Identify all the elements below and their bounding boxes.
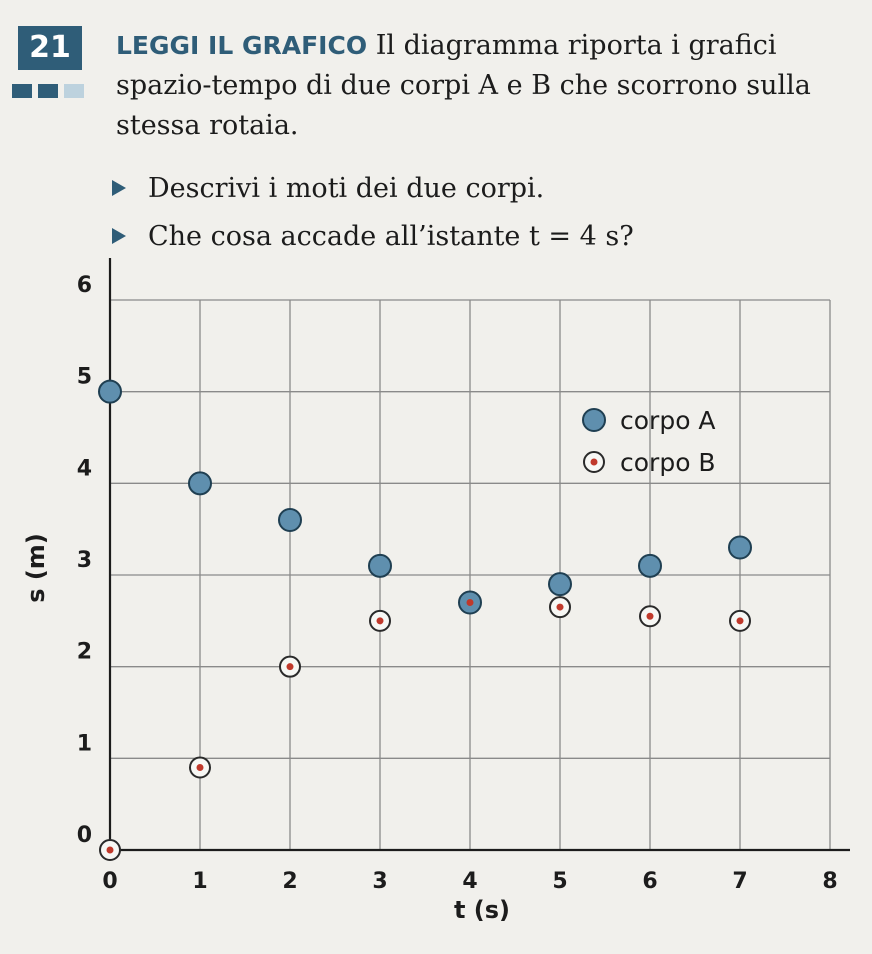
x-tick-label: 8 <box>822 869 838 894</box>
y-tick-label: 4 <box>76 456 92 482</box>
question-text: Descrivi i moti dei due corpi. <box>148 172 545 204</box>
corpo-a-point <box>369 555 391 577</box>
x-tick-label: 4 <box>462 869 478 894</box>
corpo-a-point <box>583 409 605 431</box>
corpo-a-point <box>549 573 571 595</box>
corpo-b-point <box>280 657 300 677</box>
corpo-b-point <box>370 611 390 631</box>
corpo-a-point <box>189 472 211 494</box>
corpo-b-center-dot <box>197 764 204 771</box>
corpo-a-point <box>729 537 751 559</box>
x-tick-label: 6 <box>642 869 658 894</box>
corpo-a-point <box>279 509 301 531</box>
corpo-b-point <box>730 611 750 631</box>
corpo-b-center-dot <box>467 599 474 606</box>
corpo-b-center-dot <box>737 617 744 624</box>
y-tick-label: 3 <box>76 548 92 573</box>
meeting-point <box>459 592 481 614</box>
corpo-b-center-dot <box>377 617 384 624</box>
x-axis-title: t (s) <box>453 896 511 924</box>
corpo-b-point <box>640 606 660 626</box>
corpo-b-point <box>100 840 120 860</box>
x-tick-label: 5 <box>552 869 568 894</box>
problem-keyword: LEGGI IL GRAFICO <box>116 31 368 60</box>
corpo-b-point <box>550 597 570 617</box>
corpo-b-center-dot <box>287 663 294 670</box>
corpo-a-point <box>639 555 661 577</box>
corpo-b-point <box>190 758 210 778</box>
y-axis-title: s (m) <box>22 533 50 603</box>
y-tick-label: 6 <box>76 273 92 298</box>
problem-number: 21 <box>18 26 82 70</box>
y-tick-label: 5 <box>76 364 92 390</box>
y-tick-label: 0 <box>76 823 92 848</box>
legend-label-corpo-a: corpo A <box>620 406 716 435</box>
corpo-b-center-dot <box>557 604 564 611</box>
problem-text: Il diagramma riporta i grafici spazio-tempo di due corpi A e B che scorrono sulla stessa rotaia. <box>116 30 811 141</box>
x-tick-label: 2 <box>282 869 298 894</box>
corpo-a-point <box>99 381 121 403</box>
x-tick-label: 0 <box>102 869 118 894</box>
corpo-b-point <box>584 452 604 472</box>
corpo-b-center-dot <box>107 847 114 854</box>
y-tick-label: 2 <box>76 639 92 665</box>
corpo-b-center-dot <box>591 459 598 466</box>
question-text: Che cosa accade all’istante t = 4 s? <box>148 220 634 252</box>
corpo-b-center-dot <box>647 613 654 620</box>
x-tick-label: 3 <box>372 869 388 894</box>
x-tick-label: 1 <box>192 869 208 894</box>
legend-label-corpo-b: corpo B <box>620 448 716 477</box>
x-tick-label: 7 <box>732 869 748 894</box>
y-tick-label: 1 <box>76 731 92 757</box>
